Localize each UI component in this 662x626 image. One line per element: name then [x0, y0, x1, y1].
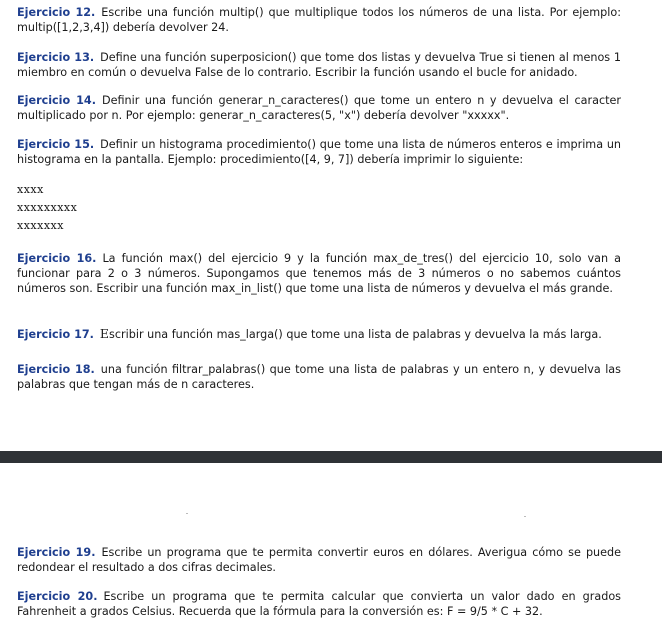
exercise-12 — [17, 5, 621, 35]
exercise-text: Escribe un programa que te permita calcular que convierta un valor dado en grados Fahrenheit a grados Celsius. Recuerda que la fórmula para la conversión es: F = 9/5 * C + 32. — [17, 590, 621, 618]
exercise-text: Escribe un programa que te permita convertir euros en dólares. Averigua cómo se puede redondear el resultado a dos cifras decimales. — [17, 546, 622, 574]
exercise-16 — [17, 251, 621, 296]
exercise-17 — [17, 326, 621, 342]
scan-speck — [186, 513, 188, 514]
exercise-label: Ejercicio 13. — [17, 51, 95, 64]
exercise-19 — [17, 545, 621, 575]
histogram-line: xxxxxxx — [17, 219, 64, 232]
exercise-text: Escribe una función multip() que multiplique todos los números de una lista. Por ejemplo: multip([1,2,3,4]) debería devolver 24. — [17, 6, 621, 34]
exercise-14 — [17, 93, 621, 123]
exercise-text: Define una función superposicion() que tome dos listas y devuelva True si tienen al menos 1 miembro en común o devuelva False de lo contrario. Escribir la función usando el bucle for anidado. — [17, 51, 621, 79]
exercise-text: Definir un histograma procedimiento() que tome una lista de números enteros e imprima un histograma en la pantalla. Ejemplo: procedimiento([4, 9, 7]) debería imprimir lo siguiente: — [17, 138, 622, 166]
exercise-label: Ejercicio 15. — [17, 138, 95, 151]
page-separator — [0, 451, 662, 463]
exercise-label: Ejercicio 20. — [17, 590, 98, 603]
histogram-line: xxxx — [17, 183, 44, 196]
exercise-label: Ejercicio 16. — [17, 252, 97, 265]
exercise-text: La función max() del ejercicio 9 y la función max_de_tres() del ejercicio 10, solo van a funcionar para 2 o 3 números. Supongamos que tenemos más de 3 números o no sabemos cuántos números son. Escribir una función max_in_list() que tome una lista de números y devuelva el más grande. — [17, 252, 621, 295]
histogram-output — [17, 181, 77, 235]
exercise-label: Ejercicio 19. — [17, 546, 96, 559]
exercise-label: Ejercicio 17. — [17, 328, 94, 341]
exercise-text: scribir una función mas_larga() que tome una lista de palabras y devuelva la más larga. — [109, 328, 602, 341]
exercise-15 — [17, 137, 621, 167]
histogram-line: xxxxxxxxx — [17, 201, 78, 214]
exercise-text: Definir una función generar_n_caracteres() que tome un entero n y devuelva el caracter multiplicado por n. Por ejemplo: generar_n_caracteres(5, "x") debería devolver "xxxxx". — [17, 94, 621, 122]
exercise-20 — [17, 589, 621, 619]
exercise-label: Ejercicio 12. — [17, 6, 96, 19]
exercise-initial: E — [99, 326, 110, 341]
exercise-text: una función filtrar_palabras() que tome una lista de palabras y un entero n, y devuelva las palabras que tengan más de n caracteres. — [17, 363, 621, 391]
exercise-13 — [17, 50, 621, 80]
exercise-label: Ejercicio 18. — [17, 363, 95, 376]
exercise-label: Ejercicio 14. — [17, 94, 96, 107]
scan-speck — [524, 516, 526, 517]
exercise-18 — [17, 362, 621, 392]
